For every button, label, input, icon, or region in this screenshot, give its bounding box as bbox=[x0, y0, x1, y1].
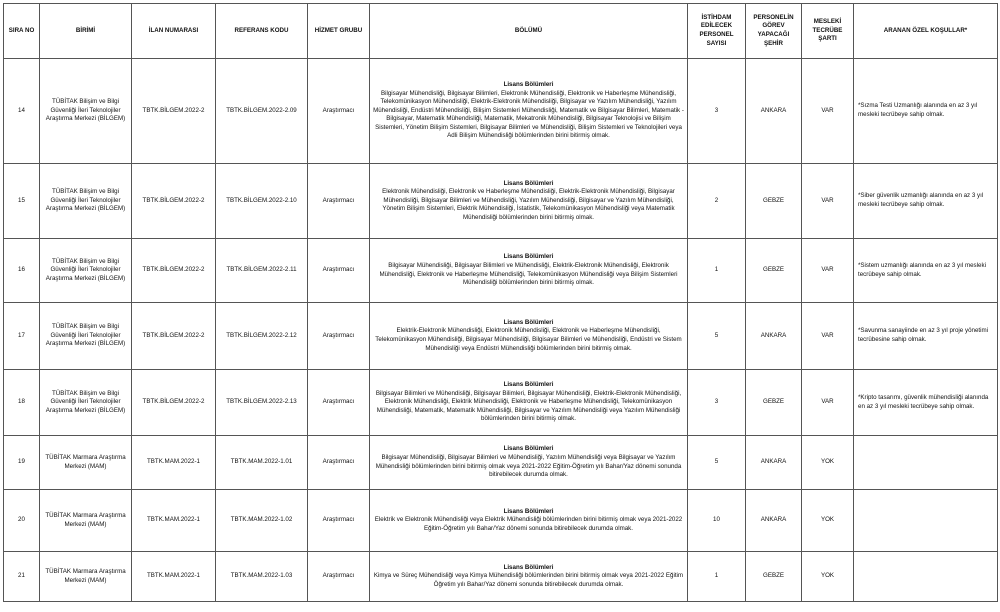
cell-sira-no: 14 bbox=[4, 59, 40, 164]
table-row bbox=[4, 490, 998, 552]
cell-personel-sayisi: 1 bbox=[688, 552, 746, 602]
cell-bolumu bbox=[370, 370, 688, 436]
cell-ilan-numarasi: TBTK.BİLGEM.2022-2 bbox=[132, 303, 216, 370]
table-row bbox=[4, 370, 998, 436]
cell-sira-no: 21 bbox=[4, 552, 40, 602]
cell-ozel-kosullar: *Sistem uzmanlığı alanında en az 3 yıl mesleki tecrübeye sahip olmak. bbox=[854, 239, 998, 303]
bolum-text: Elektrik ve Elektronik Mühendisliği veya Elektrik Mühendisliği bölümlerinden birini bitirmiş olmak veya 2021-2022 Eğitim-Öğretim yılı Bahar/Yaz dönemi sonunda bitirebilecek durumda olmak. bbox=[374, 516, 683, 532]
cell-referans-kodu: TBTK.MAM.2022-1.02 bbox=[216, 490, 308, 552]
table-row bbox=[4, 552, 998, 602]
cell-hizmet-grubu: Araştırmacı bbox=[308, 490, 370, 552]
cell-hizmet-grubu: Araştırmacı bbox=[308, 59, 370, 164]
cell-sira-no: 18 bbox=[4, 370, 40, 436]
bolum-text: Bilgisayar Mühendisliği, Bilgisayar Bilimleri ve Mühendisliği, Yazılım Mühendisliği veya Bilgisayar ve Yazılım Mühendisliği bölümlerinden birini bitirmiş olmak veya 2021-2022 Eğitim-Öğretim yılı Bahar/Yaz dönemi sonunda bitirebilecek durumda olmak. bbox=[375, 453, 682, 479]
bolum-text: Bilgisayar Bilimleri ve Mühendisliği, Bilgisayar Bilimleri, Bilgisayar Mühendisliği, Elektrik-Elektronik Mühendisliği, Elektronik Mühendisliği, Elektrik Mühendisliği, Elektronik ve Haberleşme Mühendisliği, Telekomünikasyon Mühendisliği, Matematik, Matematik Mühendisliği, Bilgisayar ve Yazılım Mühendisliği veya Yazılım Mühendisliği bölümlerinden birini bitirmiş olmak. bbox=[375, 389, 682, 423]
header-bolumu: BÖLÜMÜ bbox=[370, 4, 688, 59]
cell-referans-kodu: TBTK.MAM.2022-1.01 bbox=[216, 436, 308, 490]
cell-ozel-kosullar: *Savunma sanayiinde en az 3 yıl proje yönetimi tecrübesine sahip olmak. bbox=[854, 303, 998, 370]
cell-ozel-kosullar: *Sızma Testi Uzmanlığı alanında en az 3 yıl mesleki tecrübeye sahip olmak. bbox=[854, 59, 998, 164]
bolum-heading: Lisans Bölümleri bbox=[503, 318, 554, 326]
cell-sira-no: 19 bbox=[4, 436, 40, 490]
table-row bbox=[4, 164, 998, 239]
cell-bolumu bbox=[370, 436, 688, 490]
bolum-text: Bilgisayar Mühendisliği, Bilgisayar Bilimleri ve Mühendisliği, Elektrik-Elektronik Mühendisliği, Elektronik Mühendisliği, Elektronik ve Haberleşme Mühendisliği, Telekomünikasyon Mühendisliği veya Bilişim Sistemleri Mühendisliği bölümlerinden birini bitirmiş olmak. bbox=[379, 261, 678, 287]
cell-tecrube-sarti: VAR bbox=[802, 370, 854, 436]
cell-tecrube-sarti: VAR bbox=[802, 164, 854, 239]
cell-ilan-numarasi: TBTK.BİLGEM.2022-2 bbox=[132, 59, 216, 164]
bolum-heading: Lisans Bölümleri bbox=[503, 381, 554, 389]
header-referans-kodu: REFERANS KODU bbox=[216, 4, 308, 59]
cell-birimi: TÜBİTAK Bilişim ve Bilgi Güvenliği İleri Teknolojiler Araştırma Merkezi (BİLGEM) bbox=[40, 370, 132, 436]
cell-bolumu bbox=[370, 490, 688, 552]
cell-gorev-sehri: ANKARA bbox=[746, 436, 802, 490]
cell-ozel-kosullar bbox=[854, 436, 998, 490]
cell-tecrube-sarti: YOK bbox=[802, 490, 854, 552]
header-tecrube-sarti: MESLEKİ TECRÜBE ŞARTI bbox=[802, 4, 854, 59]
cell-personel-sayisi: 1 bbox=[688, 239, 746, 303]
cell-personel-sayisi: 5 bbox=[688, 303, 746, 370]
header-birimi: BİRİMİ bbox=[40, 4, 132, 59]
bolum-text: Elektrik-Elektronik Mühendisliği, Elektronik Mühendisliği, Elektronik ve Haberleşme Mühendisliği, Telekomünikasyon Mühendisliği, Bilgisayar Mühendisliği, Bilgisayar Bilimleri ve Mühendisliği, Endüstri ve Sistem Mühendisliği veya Endüstri Mühendisliği bölümlerinden birini bitirmiş olmak. bbox=[375, 327, 682, 352]
cell-gorev-sehri: GEBZE bbox=[746, 552, 802, 602]
cell-ozel-kosullar: *Siber güvenlik uzmanlığı alanında en az 3 yıl mesleki tecrübeye sahip olmak. bbox=[854, 164, 998, 239]
cell-ilan-numarasi: TBTK.MAM.2022-1 bbox=[132, 490, 216, 552]
cell-birimi: TÜBİTAK Bilişim ve Bilgi Güvenliği İleri Teknolojiler Araştırma Merkezi (BİLGEM) bbox=[40, 164, 132, 239]
cell-tecrube-sarti: VAR bbox=[802, 59, 854, 164]
cell-bolumu bbox=[370, 552, 688, 602]
cell-personel-sayisi: 10 bbox=[688, 490, 746, 552]
cell-sira-no: 20 bbox=[4, 490, 40, 552]
cell-referans-kodu: TBTK.BİLGEM.2022-2.09 bbox=[216, 59, 308, 164]
cell-gorev-sehri: GEBZE bbox=[746, 164, 802, 239]
cell-gorev-sehri: ANKARA bbox=[746, 490, 802, 552]
header-row bbox=[4, 4, 998, 59]
cell-birimi: TÜBİTAK Marmara Araştırma Merkezi (MAM) bbox=[40, 436, 132, 490]
cell-hizmet-grubu: Araştırmacı bbox=[308, 239, 370, 303]
cell-ilan-numarasi: TBTK.BİLGEM.2022-2 bbox=[132, 164, 216, 239]
cell-personel-sayisi: 2 bbox=[688, 164, 746, 239]
bolum-text: Kimya ve Süreç Mühendisliği veya Kimya Mühendisliği bölümlerinden birini bitirmiş olmak veya 2021-2022 Eğitim Öğretim yılı Bahar/Yaz dönemi sonunda bitirebilecek durumda olmak. bbox=[373, 572, 684, 588]
cell-tecrube-sarti: VAR bbox=[802, 239, 854, 303]
cell-gorev-sehri: GEBZE bbox=[746, 370, 802, 436]
cell-ilan-numarasi: TBTK.MAM.2022-1 bbox=[132, 552, 216, 602]
cell-ilan-numarasi: TBTK.BİLGEM.2022-2 bbox=[132, 239, 216, 303]
cell-birimi: TÜBİTAK Bilişim ve Bilgi Güvenliği İleri Teknolojiler Araştırma Merkezi (BİLGEM) bbox=[40, 239, 132, 303]
table-row bbox=[4, 436, 998, 490]
bolum-heading: Lisans Bölümleri bbox=[503, 563, 554, 571]
bolum-heading: Lisans Bölümleri bbox=[503, 507, 554, 515]
job-listing-table bbox=[3, 3, 998, 602]
cell-bolumu bbox=[370, 164, 688, 239]
table-row bbox=[4, 59, 998, 164]
bolum-heading: Lisans Bölümleri bbox=[503, 81, 554, 89]
cell-sira-no: 16 bbox=[4, 239, 40, 303]
header-gorev-sehri: PERSONELİN GÖREV YAPACAĞI ŞEHİR bbox=[746, 4, 802, 59]
header-hizmet-grubu: HİZMET GRUBU bbox=[308, 4, 370, 59]
cell-hizmet-grubu: Araştırmacı bbox=[308, 552, 370, 602]
cell-ilan-numarasi: TBTK.BİLGEM.2022-2 bbox=[132, 370, 216, 436]
cell-personel-sayisi: 3 bbox=[688, 370, 746, 436]
cell-tecrube-sarti: YOK bbox=[802, 436, 854, 490]
cell-birimi: TÜBİTAK Marmara Araştırma Merkezi (MAM) bbox=[40, 490, 132, 552]
cell-referans-kodu: TBTK.BİLGEM.2022-2.10 bbox=[216, 164, 308, 239]
cell-referans-kodu: TBTK.MAM.2022-1.03 bbox=[216, 552, 308, 602]
cell-bolumu bbox=[370, 303, 688, 370]
cell-personel-sayisi: 3 bbox=[688, 59, 746, 164]
cell-birimi: TÜBİTAK Marmara Araştırma Merkezi (MAM) bbox=[40, 552, 132, 602]
bolum-heading: Lisans Bölümleri bbox=[503, 445, 554, 453]
cell-ozel-kosullar bbox=[854, 490, 998, 552]
cell-personel-sayisi: 5 bbox=[688, 436, 746, 490]
cell-birimi: TÜBİTAK Bilişim ve Bilgi Güvenliği İleri Teknolojiler Araştırma Merkezi (BİLGEM) bbox=[40, 59, 132, 164]
cell-gorev-sehri: ANKARA bbox=[746, 59, 802, 164]
cell-ilan-numarasi: TBTK.MAM.2022-1 bbox=[132, 436, 216, 490]
header-ozel-kosullar: ARANAN ÖZEL KOŞULLAR* bbox=[854, 4, 998, 59]
bolum-heading: Lisans Bölümleri bbox=[503, 179, 554, 187]
cell-gorev-sehri: GEBZE bbox=[746, 239, 802, 303]
cell-hizmet-grubu: Araştırmacı bbox=[308, 303, 370, 370]
cell-birimi: TÜBİTAK Bilişim ve Bilgi Güvenliği İleri Teknolojiler Araştırma Merkezi (BİLGEM) bbox=[40, 303, 132, 370]
cell-sira-no: 17 bbox=[4, 303, 40, 370]
bolum-heading: Lisans Bölümleri bbox=[503, 253, 554, 261]
cell-hizmet-grubu: Araştırmacı bbox=[308, 436, 370, 490]
table-row bbox=[4, 239, 998, 303]
cell-referans-kodu: TBTK.BİLGEM.2022-2.12 bbox=[216, 303, 308, 370]
bolum-text: Elektronik Mühendisliği, Elektronik ve Haberleşme Mühendisliği, Elektrik-Elektronik Mühendisliği, Bilgisayar Mühendisliği, Bilgisayar Bilimleri ve Mühendisliği, Yazılım Mühendisliği, Bilgisayar ve Yazılım Mühendisliği, Yönetim Bilişim Sistemleri, Elektrik Mühendisliği, İstatistik, Telekomünikasyon Mühendisliği veya Matematik Mühendisliği bölümlerinden birini bitirmiş olmak. bbox=[382, 188, 675, 221]
cell-referans-kodu: TBTK.BİLGEM.2022-2.11 bbox=[216, 239, 308, 303]
bolum-text: Bilgisayar Mühendisliği, Bilgisayar Bilimleri, Elektronik Mühendisliği, Elektronik ve Haberleşme Mühendisliği, Telekomünikasyon Mühendisliği, Elektrik-Elektronik Mühendisliği, Bilgisayar ve Yazılım Mühendisliği, Yazılım Mühendisliği, Endüstri Mühendisliği, Bilişim Sistemleri Mühendisliği, Matematik ve Bilgisayar Bilimleri, Matematik - Bilgisayar, Matematik Mühendisliği, Matematik, Mekatronik Mühendisliği, Bilgisayar Teknolojisi ve Bilişim Sistemleri, Yönetim Bilişim Sistemleri, Bilgisayar Bilimleri ve Mühendisliği, Bilişim Sistemleri ve Teknolojileri veya Adli Bilişim Mühendisliği bölümlerinden birini bitirmiş olmak. bbox=[373, 89, 684, 140]
cell-ozel-kosullar: *Kripto tasarımı, güvenlik mühendisliği alanında en az 3 yıl mesleki tecrübeye sahip olmak. bbox=[854, 370, 998, 436]
cell-bolumu bbox=[370, 239, 688, 303]
cell-tecrube-sarti: VAR bbox=[802, 303, 854, 370]
cell-referans-kodu: TBTK.BİLGEM.2022-2.13 bbox=[216, 370, 308, 436]
header-sira-no: SIRA NO bbox=[4, 4, 40, 59]
cell-sira-no: 15 bbox=[4, 164, 40, 239]
cell-tecrube-sarti: YOK bbox=[802, 552, 854, 602]
table-row bbox=[4, 303, 998, 370]
cell-bolumu bbox=[370, 59, 688, 164]
cell-gorev-sehri: ANKARA bbox=[746, 303, 802, 370]
cell-ozel-kosullar bbox=[854, 552, 998, 602]
cell-hizmet-grubu: Araştırmacı bbox=[308, 370, 370, 436]
cell-hizmet-grubu: Araştırmacı bbox=[308, 164, 370, 239]
header-personel-sayisi: İSTİHDAM EDİLECEK PERSONEL SAYISI bbox=[688, 4, 746, 59]
header-ilan-numarasi: İLAN NUMARASI bbox=[132, 4, 216, 59]
